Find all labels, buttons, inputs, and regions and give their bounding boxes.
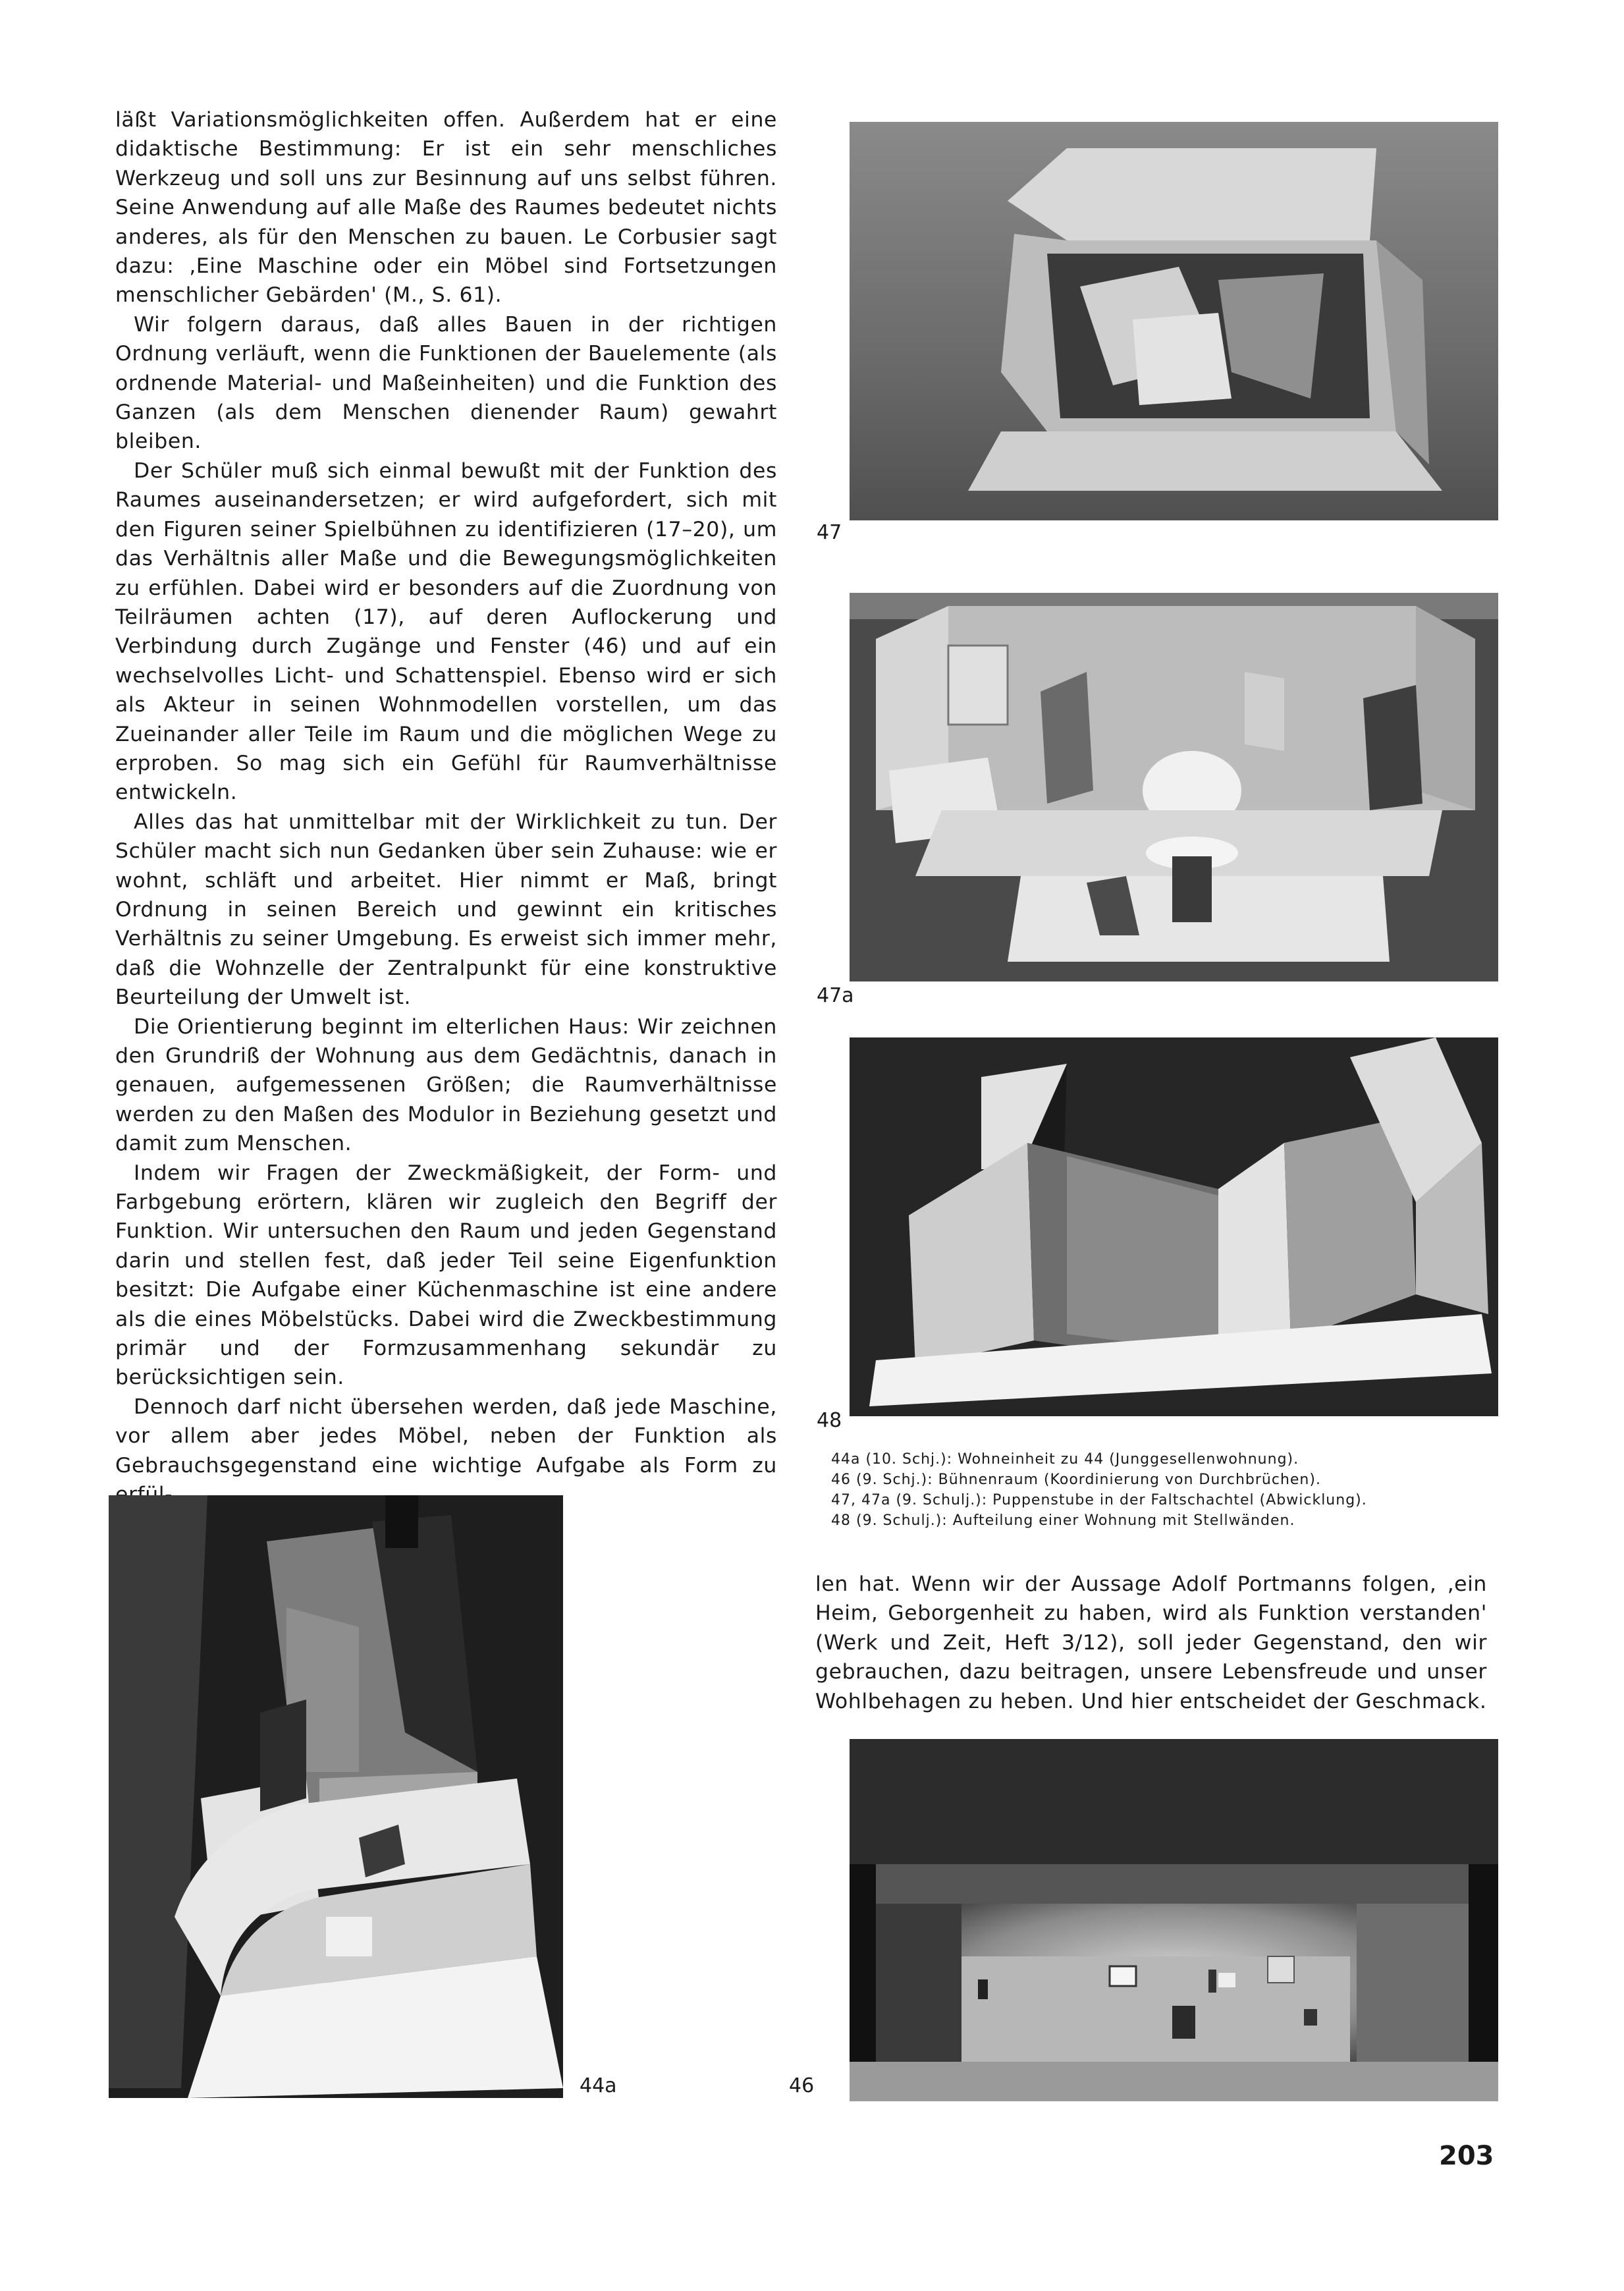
photo-48-apartment-partitions [850, 1037, 1498, 1416]
right-text-column [815, 1570, 1487, 1716]
paragraph: len hat. Wenn wir der Aussage Adolf Portmanns folgen, ‚ein Heim, Geborgenheit zu haben, wird als Funktion verstanden' (Werk und Zeit, Heft 3/12), soll jeder Gegenstand, den wir gebrauchen, dazu beitragen, unsere Lebensfreude und unser Wohlbehagen zu heben. Und hier entscheidet der Geschmack. [815, 1572, 1487, 1713]
caption-47: 47, 47a (9. Schulj.): Puppenstube in der Faltschachtel (Abwicklung). [831, 1492, 1367, 1508]
figure-label-47a: 47a [817, 984, 854, 1007]
figure-label-47: 47 [817, 521, 842, 544]
caption-46: 46 (9. Schj.): Bühnenraum (Koordinierung von Durchbrüchen). [831, 1472, 1321, 1488]
figure-label-48: 48 [817, 1409, 842, 1432]
paragraph: Der Schüler muß sich einmal bewußt mit der Funktion des Raumes auseinandersetzen; er wird aufgefordert, sich mit den Figuren seiner Spielbühnen zu identifizieren (17–20), um das Verhältnis aller Maße und die Bewegungsmöglichkeiten zu erfühlen. Dabei wird er besonders auf die Zuordnung von Teilräumen achten (17), auf deren Auflockerung und Verbindung durch Zugänge und Fenster (46) und auf ein wechselvolles Licht- und Schattenspiel. Ebenso wird er sich als Akteur in seinen Wohnmodellen vorstellen, um das Zueinander aller Teile im Raum und die möglichen Wege zu erproben. So mag sich ein Gefühl für Raumverhältnisse entwickeln. [115, 458, 777, 805]
page-number: 203 [1439, 2141, 1494, 2171]
photo-47-folding-box [850, 122, 1498, 520]
photo-46-stage-room [850, 1739, 1498, 2101]
paragraph: Alles das hat unmittelbar mit der Wirklichkeit zu tun. Der Schüler macht sich nun Gedanken über sein Zuhause: wie er wohnt, schläft und arbeitet. Hier nimmt er Maß, bringt Ordnung in seinen Bereich und gewinnt ein kritisches Verhältnis zu seiner Umgebung. Es erweist sich immer mehr, daß die Wohnzelle der Zentralpunkt für eine konstruktive Beurteilung der Umwelt ist. [115, 810, 777, 1010]
paragraph: läßt Variationsmöglichkeiten offen. Außerdem hat er eine didaktische Bestimmung: Er ist ein sehr menschliches Werkzeug und soll uns zur Besinnung auf uns selbst führen. Seine Anwendung auf alle Maße des Raumes bedeutet nichts anderes, als für den Menschen zu bauen. Le Corbusier sagt dazu: ‚Eine Maschine oder ein Möbel sind Fortsetzungen menschlicher Gebärden' (M., S. 61). [115, 108, 777, 308]
paragraph: Dennoch darf nicht übersehen werden, daß jede Maschine, vor allem aber jedes Möbel, neben der Funktion als Gebrauchsgegenstand eine wichtige Aufgabe als Form zu [115, 1394, 777, 1477]
figure-captions [831, 1449, 1490, 1531]
paragraph: Indem wir Fragen der Zweckmäßigkeit, der Form- und Farbgebung erörtern, klären wir zugleich den Begriff der Funktion. Wir untersuchen den Raum und jeden Gegenstand darin und stellen fest, daß jeder Teil seine Eigenfunktion besitzt: Die Aufgabe einer Küchenmaschine ist eine andere als die eines Möbelstücks. Dabei wird die Zweckbestimmung primär und der Formzusammenhang sekundär zu berücksichtigen sein. [115, 1161, 777, 1390]
paragraph: Die Orientierung beginnt im elterlichen Haus: Wir zeichnen den Grundriß der Wohnung aus dem Gedächtnis, danach in genauen, aufgemessenen Größen; die Raumverhältnisse werden zu den Maßen des Modulor in Beziehung gesetzt und damit zum Menschen. [115, 1014, 777, 1156]
left-text-column [115, 105, 777, 1510]
paragraph: Wir folgern daraus, daß alles Bauen in der richtigen Ordnung verläuft, wenn die Funktionen der Bauelemente (als ordnende Material- und Maßeinheiten) und die Funktion des Ganzen (als dem Menschen dienender Raum) gewahrt bleiben. [115, 312, 777, 454]
figure-label-46: 46 [789, 2074, 815, 2097]
figure-label-44a: 44a [580, 2074, 617, 2097]
caption-48: 48 (9. Schulj.): Aufteilung einer Wohnung mit Stellwänden. [831, 1512, 1295, 1529]
caption-44a: 44a (10. Schj.): Wohneinheit zu 44 (Junggesellenwohnung). [831, 1451, 1299, 1468]
photo-47a-unfolded-dollhouse [850, 593, 1498, 981]
photo-44a-apartment-model [109, 1495, 563, 2098]
